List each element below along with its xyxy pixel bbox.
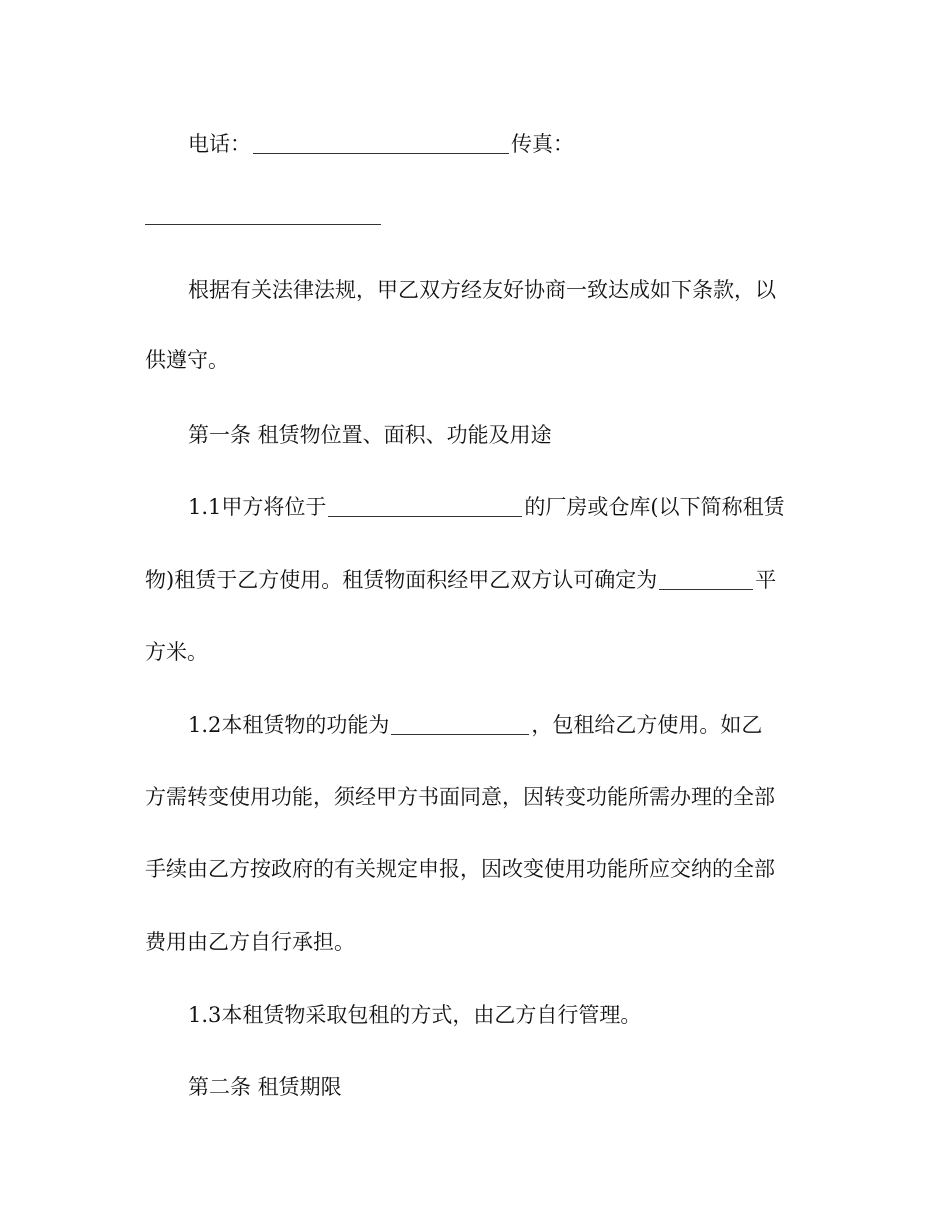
intro-line-2: 供遵守。 <box>145 348 229 372</box>
clause-number: 1.1 <box>188 495 222 519</box>
clause-text: 本租赁物的功能为 <box>221 713 390 737</box>
location-blank <box>328 496 522 517</box>
clause-number: 1.3 <box>188 1003 222 1027</box>
clause-text: 甲方将位于 <box>221 495 327 519</box>
article-1-heading: 第一条 租赁物位置、面积、功能及用途 <box>188 423 552 447</box>
clause-1-2-line-2: 方需转变使用功能，须经甲方书面同意，因转变功能所需办理的全部 <box>145 785 775 809</box>
clause-text: ， <box>531 713 553 737</box>
tel-blank <box>253 133 509 154</box>
area-blank <box>659 569 753 590</box>
function-blank <box>391 714 529 735</box>
clause-text: 物)租赁于乙方使用。租赁物面积经甲乙双方认可确定为 <box>145 568 658 592</box>
intro-line-1: 根据有关法律法规，甲乙双方经友好协商一致达成如下条款，以 <box>188 278 776 302</box>
clause-1-2-line-3: 手续由乙方按政府的有关规定申报，因改变使用功能所应交纳的全部 <box>145 857 775 881</box>
contact-line <box>188 130 805 158</box>
clause-1-1-line-1 <box>188 493 805 521</box>
fax-blank <box>145 204 381 225</box>
clause-1-2-line-4: 费用由乙方自行承担。 <box>145 930 355 954</box>
clause-1-1-line-2 <box>145 566 805 594</box>
clause-text: 的厂房或仓库(以下简称租赁 <box>524 495 785 519</box>
clause-1-1-line-3: 方米。 <box>145 640 208 664</box>
clause-text: 本租赁物采取包租的方式，由乙方自行管理。 <box>221 1003 642 1027</box>
article-2-heading: 第二条 租赁期限 <box>188 1075 342 1099</box>
tel-label: 电话： <box>188 132 251 156</box>
fax-label: 传真： <box>511 132 574 156</box>
clause-1-3 <box>188 1001 805 1029</box>
clause-1-2-line-1 <box>188 711 805 739</box>
fax-blank-line <box>145 201 805 229</box>
clause-text: 包租给乙方使用。如乙 <box>552 713 763 737</box>
clause-number: 1.2 <box>188 713 222 737</box>
clause-text: 平 <box>755 568 777 592</box>
